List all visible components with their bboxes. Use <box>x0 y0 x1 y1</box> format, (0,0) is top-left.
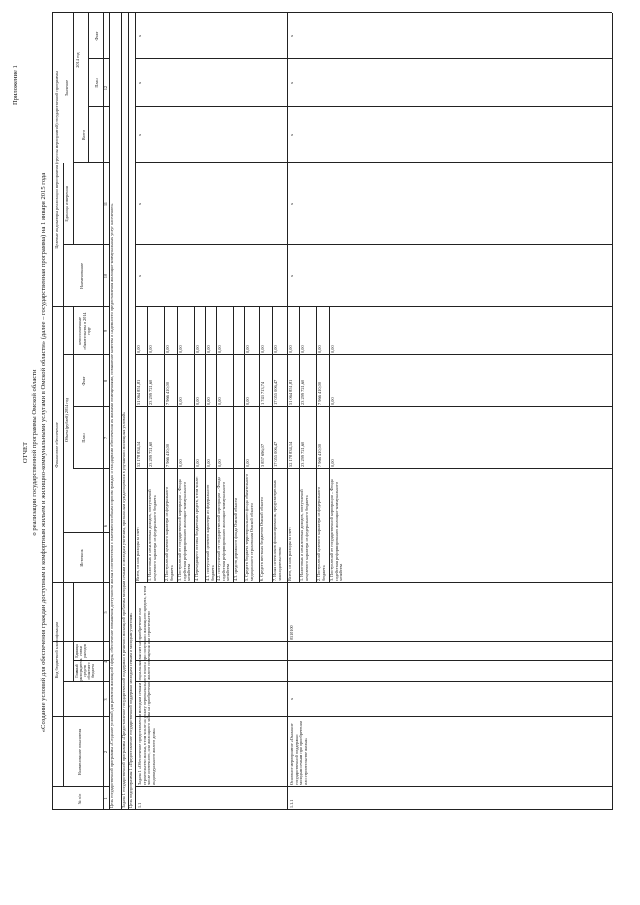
col-plan-header: План <box>81 433 86 443</box>
table-rule <box>135 162 612 163</box>
unfulfilled-value: 0,00 <box>273 345 278 353</box>
fact-value: 1 743 713,74 <box>260 381 265 405</box>
column-number: 6 <box>103 524 108 528</box>
table-rule <box>612 13 613 810</box>
plan-value: 7 966 410,00 <box>165 443 170 467</box>
col-unfulfilled-header: неисполненные обязательства в 2014 году <box>77 312 92 350</box>
plan-value: 0,00 <box>206 459 211 467</box>
source-cell: 5. Средств бюджета территориального фонда обязательного медицинского страхования Омской области <box>244 474 254 581</box>
unfulfilled-value: 0,00 <box>136 345 141 353</box>
source-cell: Всего, из них расходы за счет: <box>287 527 292 581</box>
goal-program-text: Цель государственной программы «Создание условий для развития жилищной сферы, обеспечение повышения доступности жилья в соответствии с платежеспособным спросом граждан и стандартами обеспечения их жилыми помещениями, повышение качества и надежности предоставления жилищно-коммунальных услуг населению» <box>109 203 114 808</box>
na-mark: х <box>137 202 142 206</box>
col-year-header: 2014 год <box>75 52 80 68</box>
table-rule <box>52 786 109 787</box>
table-rule <box>135 406 612 407</box>
row-1-1-1-grbs: х <box>289 697 294 701</box>
plan-value: 0,00 <box>195 459 200 467</box>
table-rule <box>52 12 612 13</box>
col-indicator-name-header: Наименование <box>79 262 84 290</box>
col-kbk-header: Код бюджетной классификации <box>54 621 59 679</box>
col-fact-header: Факт <box>81 376 86 386</box>
fact-value: 0,00 <box>195 397 200 405</box>
source-cell: 2. Поступлений целевого характера из федерального бюджета <box>164 487 174 581</box>
unfulfilled-value: 0,00 <box>245 345 250 353</box>
table-rule <box>135 58 612 59</box>
table-rule <box>63 163 64 583</box>
source-cell: 2. Поступлений целевого характера из федерального бюджета <box>316 487 326 581</box>
na-mark: х <box>289 274 294 278</box>
source-cell: 6. Средств местных бюджетов Омской области <box>259 497 264 581</box>
unfulfilled-value: 0,00 <box>260 345 265 353</box>
table-rule <box>135 660 612 661</box>
col-indicator-unit-header: Единица измерения <box>64 186 69 222</box>
source-cell: 4. Переходящего остатка бюджетных средств, в том числе: <box>194 476 199 581</box>
unfulfilled-value: 0,00 <box>300 345 305 353</box>
column-number: 9 <box>103 329 108 333</box>
col-indicator-fact-header: Факт <box>94 31 99 41</box>
task-1-text: Задача 1 государственной программы «Предоставление государственной поддержки в решении жилищной проблемы молодым семьям и молодым учителям, признанным нуждающимися в улучшении жилищных условий» <box>121 411 126 808</box>
column-number: 12 <box>103 85 108 91</box>
table-rule <box>287 13 288 810</box>
row-1-1-number: 1.1 <box>137 802 142 808</box>
source-cell: 4.1. поступлений целевого характера из федерального бюджета <box>205 484 215 581</box>
table-rule <box>52 13 53 810</box>
table-rule <box>73 307 74 469</box>
table-rule <box>63 583 64 787</box>
na-mark: х <box>137 81 142 85</box>
table-rule <box>63 532 109 533</box>
source-cell: 3. Поступлений от государственной корпорации – Фонда содействия реформированию жилищно-коммунального хозяйства <box>329 479 344 581</box>
na-mark: х <box>289 202 294 206</box>
source-cell: 1. Налоговых и неналоговых доходов, поступлений нецелевого характера из федерального бюджета <box>147 489 157 581</box>
table-rule <box>135 306 612 307</box>
plan-value: 17 055 006,47 <box>273 441 278 467</box>
na-mark: х <box>137 133 142 137</box>
unfulfilled-value: 0,00 <box>148 345 153 353</box>
table-rule <box>52 716 109 717</box>
table-rule <box>63 354 109 355</box>
col-source-header: Источник <box>79 549 84 567</box>
fact-value: 0,00 <box>217 397 222 405</box>
column-number: 3 <box>103 698 108 701</box>
fact-value: 23 299 721,60 <box>148 379 153 405</box>
appendix-label: Приложение 1 <box>12 65 19 105</box>
unfulfilled-value: 0,00 <box>317 345 322 353</box>
row-1-1-1-number: 1.1.1 <box>289 799 294 808</box>
fact-value: 0,00 <box>245 397 250 405</box>
plan-value: 23 299 721,60 <box>148 441 153 467</box>
fact-value: 23 299 721,60 <box>300 379 305 405</box>
subprogram-goal-text: Цель подпрограммы 1 «Предоставление государственной поддержки молодым семьям и молодым учителям» <box>128 612 133 808</box>
table-rule <box>52 306 109 307</box>
col-name-header: Наименование показателя <box>77 728 82 776</box>
unfulfilled-value: 0,00 <box>165 345 170 353</box>
report-subtitle-2: «Создание условий для обеспечения граждан доступным и комфортным жильем и жилищно-коммунальными услугами в Омской области» (далее – государственная программа) на 1 января 2015 года <box>40 172 47 733</box>
table-rule <box>52 809 612 810</box>
unfulfilled-value: 0,00 <box>217 345 222 353</box>
source-cell: 4.2. поступлений от государственной корпорации – Фонда содействия реформированию жилищно-коммунального хозяйства <box>216 476 231 581</box>
source-cell: 1. Налоговых и неналоговых доходов, поступлений нецелевого характера из федерального бюджета <box>299 489 309 581</box>
fact-value: 17 055 006,47 <box>273 379 278 405</box>
na-mark: х <box>289 34 294 38</box>
table-rule <box>135 716 612 717</box>
column-number: 1 <box>103 797 108 800</box>
table-rule <box>135 13 136 810</box>
plan-value: 3 857 696,07 <box>260 443 265 467</box>
fact-value: 7 966 410,00 <box>165 381 170 405</box>
table-rule <box>63 681 109 682</box>
column-number: 7 <box>103 436 108 440</box>
column-number: 5 <box>103 611 108 614</box>
na-mark: х <box>289 81 294 85</box>
table-rule <box>135 786 612 787</box>
column-number: 8 <box>103 379 108 383</box>
fact-value: 0,00 <box>330 397 335 405</box>
col-volume-header: Объем (рублей) 2014 год <box>64 397 69 443</box>
plan-value: 0,00 <box>245 459 250 467</box>
na-mark: х <box>137 34 142 38</box>
fact-value: 7 966 410,00 <box>317 381 322 405</box>
report-title: ОТЧЕТ <box>22 441 29 464</box>
plan-value: 23 299 721,60 <box>300 441 305 467</box>
fact-value: 51 064 851,81 <box>136 379 141 405</box>
plan-value: 52 178 834,14 <box>288 441 293 467</box>
row-1-1-name: Задача 1 «Обеспечение предоставления молодым семьям социальных выплат на приобретение или строительство жилья, в том числе на уплату первоначального взноса при получении жилищного кредита, в том числе ипотечного, или жилищного займа на приобретение жилого помещения или строительство индивидуального жилого дома» <box>137 585 157 785</box>
table-rule <box>135 582 612 583</box>
source-cell: 7. Иных источников финансирования, предусмотренных законодательством <box>272 480 282 581</box>
plan-value: 0,00 <box>217 459 222 467</box>
table-rule <box>63 244 109 245</box>
unfulfilled-value: 0,00 <box>206 345 211 353</box>
column-number: 4 <box>103 660 108 664</box>
col-indicators-header: Целевые индикаторы реализации мероприятия (группы мероприятий) государственной программы <box>54 71 59 249</box>
table-rule <box>135 354 612 355</box>
col-financing-header: Финансовое обеспечение <box>54 422 59 468</box>
table-rule <box>135 244 612 245</box>
plan-value: 0,00 <box>330 459 335 467</box>
source-cell: Всего, из них расходы за счет: <box>135 527 140 581</box>
col-value-total-header: Всего <box>81 129 86 141</box>
table-rule <box>135 681 612 682</box>
table-rule <box>135 641 612 642</box>
column-number: 11 <box>103 201 108 207</box>
table-rule <box>135 106 612 107</box>
source-cell: 3. Поступлений от государственной корпорации – Фонда содействия реформированию жилищно-коммунального хозяйства <box>177 479 192 581</box>
fact-value: 0,00 <box>178 397 183 405</box>
unfulfilled-value: 0,00 <box>330 345 335 353</box>
unfulfilled-value: 0,00 <box>288 345 293 353</box>
col-indicator-plan-header: План <box>94 78 99 88</box>
fact-value: 0,00 <box>206 397 211 405</box>
na-mark: х <box>289 133 294 137</box>
row-1-1-1-code: 0510100 <box>289 625 294 640</box>
col-number-header: № п/п <box>77 793 82 805</box>
fact-value: 51 064 851,81 <box>288 379 293 405</box>
table-rule <box>73 583 74 682</box>
na-mark: х <box>137 274 142 278</box>
col-value-header: Значение <box>64 79 69 97</box>
table-rule <box>88 13 89 163</box>
col-unit-exp-header: Единица статьи расходов <box>75 644 88 658</box>
plan-value: 7 966 410,00 <box>317 443 322 467</box>
plan-value: 0,00 <box>178 459 183 467</box>
table-rule <box>135 468 612 469</box>
row-1-1-1-name: Основное мероприятие «Оказание государственной поддержки молодым семьям при приобретении или строительстве жилья» <box>289 720 309 785</box>
table-rule <box>52 582 109 583</box>
plan-value: 52 178 834,14 <box>136 441 141 467</box>
column-number: 10 <box>103 273 108 279</box>
report-subtitle-1: о реализации государственной программы Омской области <box>31 369 38 536</box>
unfulfilled-value: 0,00 <box>195 345 200 353</box>
col-grbs-header: Главный распорядитель средств областного бюджета <box>75 658 96 681</box>
table-rule <box>73 13 74 245</box>
unfulfilled-value: 0,00 <box>178 345 183 353</box>
source-cell: 4.3. средств дорожного фонда Омской области <box>233 497 238 581</box>
column-number: 2 <box>103 750 108 754</box>
